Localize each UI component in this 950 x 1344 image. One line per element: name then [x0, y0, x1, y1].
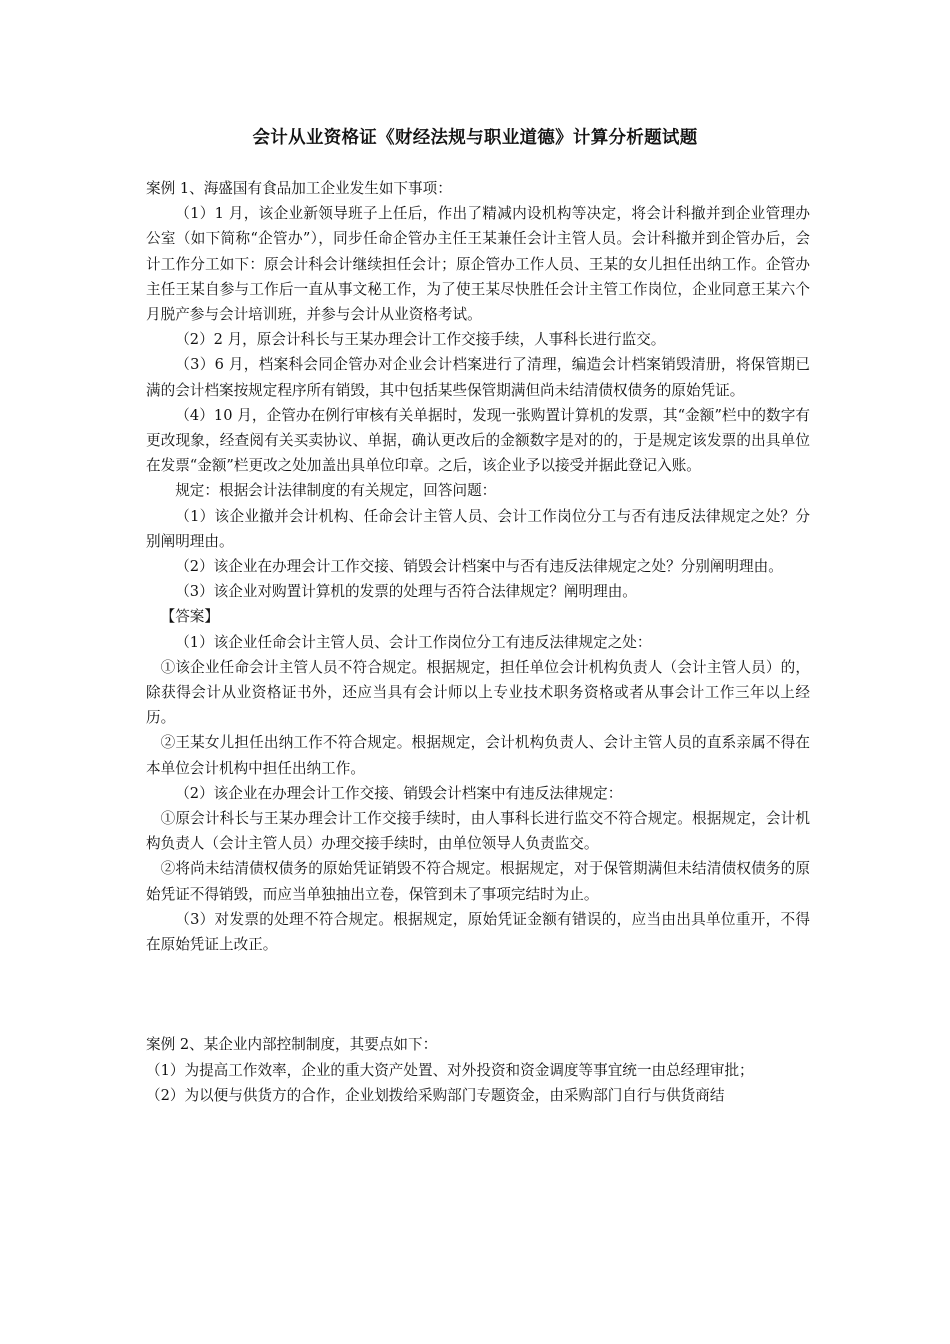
case1-item-3: （3）6 月，档案科会同企管办对企业会计档案进行了清理，编造会计档案销毁清册，将保管期已满的会计档案按规定程序所有销毁，其中包括某些保管期满但尚未结清债权债务的原始凭证。 — [146, 356, 810, 399]
answer-paragraph: ②将尚未结清债权债务的原始凭证销毁不符合规定。根据规定，对于保管期满但未结清债权债务的原始凭证不得销毁，而应当单独抽出立卷，保管到未了事项完结时为止。 — [146, 860, 810, 903]
case1-question-1: （1）该企业撤并会计机构、任命会计主管人员、会计工作岗位分工与否有违反法律规定之处？分别阐明理由。 — [146, 507, 810, 550]
answer-label: 【答案】 — [160, 608, 219, 626]
case1-item-1: （1）1 月，该企业新领导班子上任后，作出了精减内设机构等决定，将会计科撤并到企业管理办公室（如下简称“企管办”），同步任命企管办主任王某兼任会计主管人员。会计科撤并到企管办后，会计工作分工如下：原会计科会计继续担任会计；原企管办工作人员、王某的女儿担任出纳工作。企管办主任王某自参与工作后一直从事文秘工作，为了使王某尽快胜任会计主管工作岗位，企业同意王某六个月脱产参与会计培训班，并参与会计从业资格考试。 — [146, 205, 810, 324]
document-body — [146, 176, 810, 1108]
answer-paragraph: ②王某女儿担任出纳工作不符合规定。根据规定，会计机构负责人、会计主管人员的直系亲属不得在本单位会计机构中担任出纳工作。 — [146, 734, 810, 777]
case1-item-4: （4）10 月，企管办在例行审核有关单据时，发现一张购置计算机的发票，其“金额”栏中的数字有更改现象，经查阅有关买卖协议、单据，确认更改后的金额数字是对的的，于是规定该发票的出具单位在发票“金额”栏更改之处加盖出具单位印章。之后，该企业予以接受并据此登记入账。 — [146, 406, 810, 475]
answer-paragraph: ①原会计科长与王某办理会计工作交接手续时，由人事科长进行监交不符合规定。根据规定，会计机构负责人（会计主管人员）办理交接手续时，由单位领导人负责监交。 — [146, 810, 810, 853]
answer-paragraph: （1）该企业任命会计主管人员、会计工作岗位分工有违反法律规定之处： — [175, 633, 652, 651]
section-spacer — [146, 957, 810, 1032]
answer-paragraph: （2）该企业在办理会计工作交接、销毁会计档案中有违反法律规定： — [175, 784, 623, 802]
answer-paragraph: （3）对发票的处理不符合规定。根据规定，原始凭证金额有错误的，应当由出具单位重开，不得在原始凭证上改正。 — [146, 910, 810, 954]
case1-question-2: （2）该企业在办理会计工作交接、销毁会计档案中与否有违反法律规定之处？分别阐明理由。 — [175, 558, 783, 576]
document-title: 会计从业资格证《财经法规与职业道德》计算分析题试题 — [252, 128, 698, 148]
case1-intro: 案例 1、海盛国有食品加工企业发生如下事项： — [146, 180, 452, 197]
case1-question-intro: 规定：根据会计法律制度的有关规定，回答问题： — [175, 482, 497, 500]
case1-question-3: （3）该企业对购置计算机的发票的处理与否符合法律规定？阐明理由。 — [175, 583, 637, 601]
case1-item-2: （2）2 月，原会计科长与王某办理会计工作交接手续，人事科长进行监交。 — [175, 331, 666, 349]
case2-intro: 案例 2、某企业内部控制制度，其要点如下： — [146, 1036, 438, 1054]
answer-paragraph: ①该企业任命会计主管人员不符合规定。根据规定，担任单位会计机构负责人（会计主管人员）的，除获得会计从业资格证书外，还应当具有会计师以上专业技术职务资格或者从事会计工作三年以上经历。 — [146, 658, 810, 727]
case2-item-1: （1）为提高工作效率，企业的重大资产处置、对外投资和资金调度等事宜统一由总经理审批； — [146, 1061, 754, 1079]
case2-item-2: （2）为以便与供货方的合作，企业划拨给采购部门专题资金，由采购部门自行与供货商结 — [146, 1086, 725, 1104]
